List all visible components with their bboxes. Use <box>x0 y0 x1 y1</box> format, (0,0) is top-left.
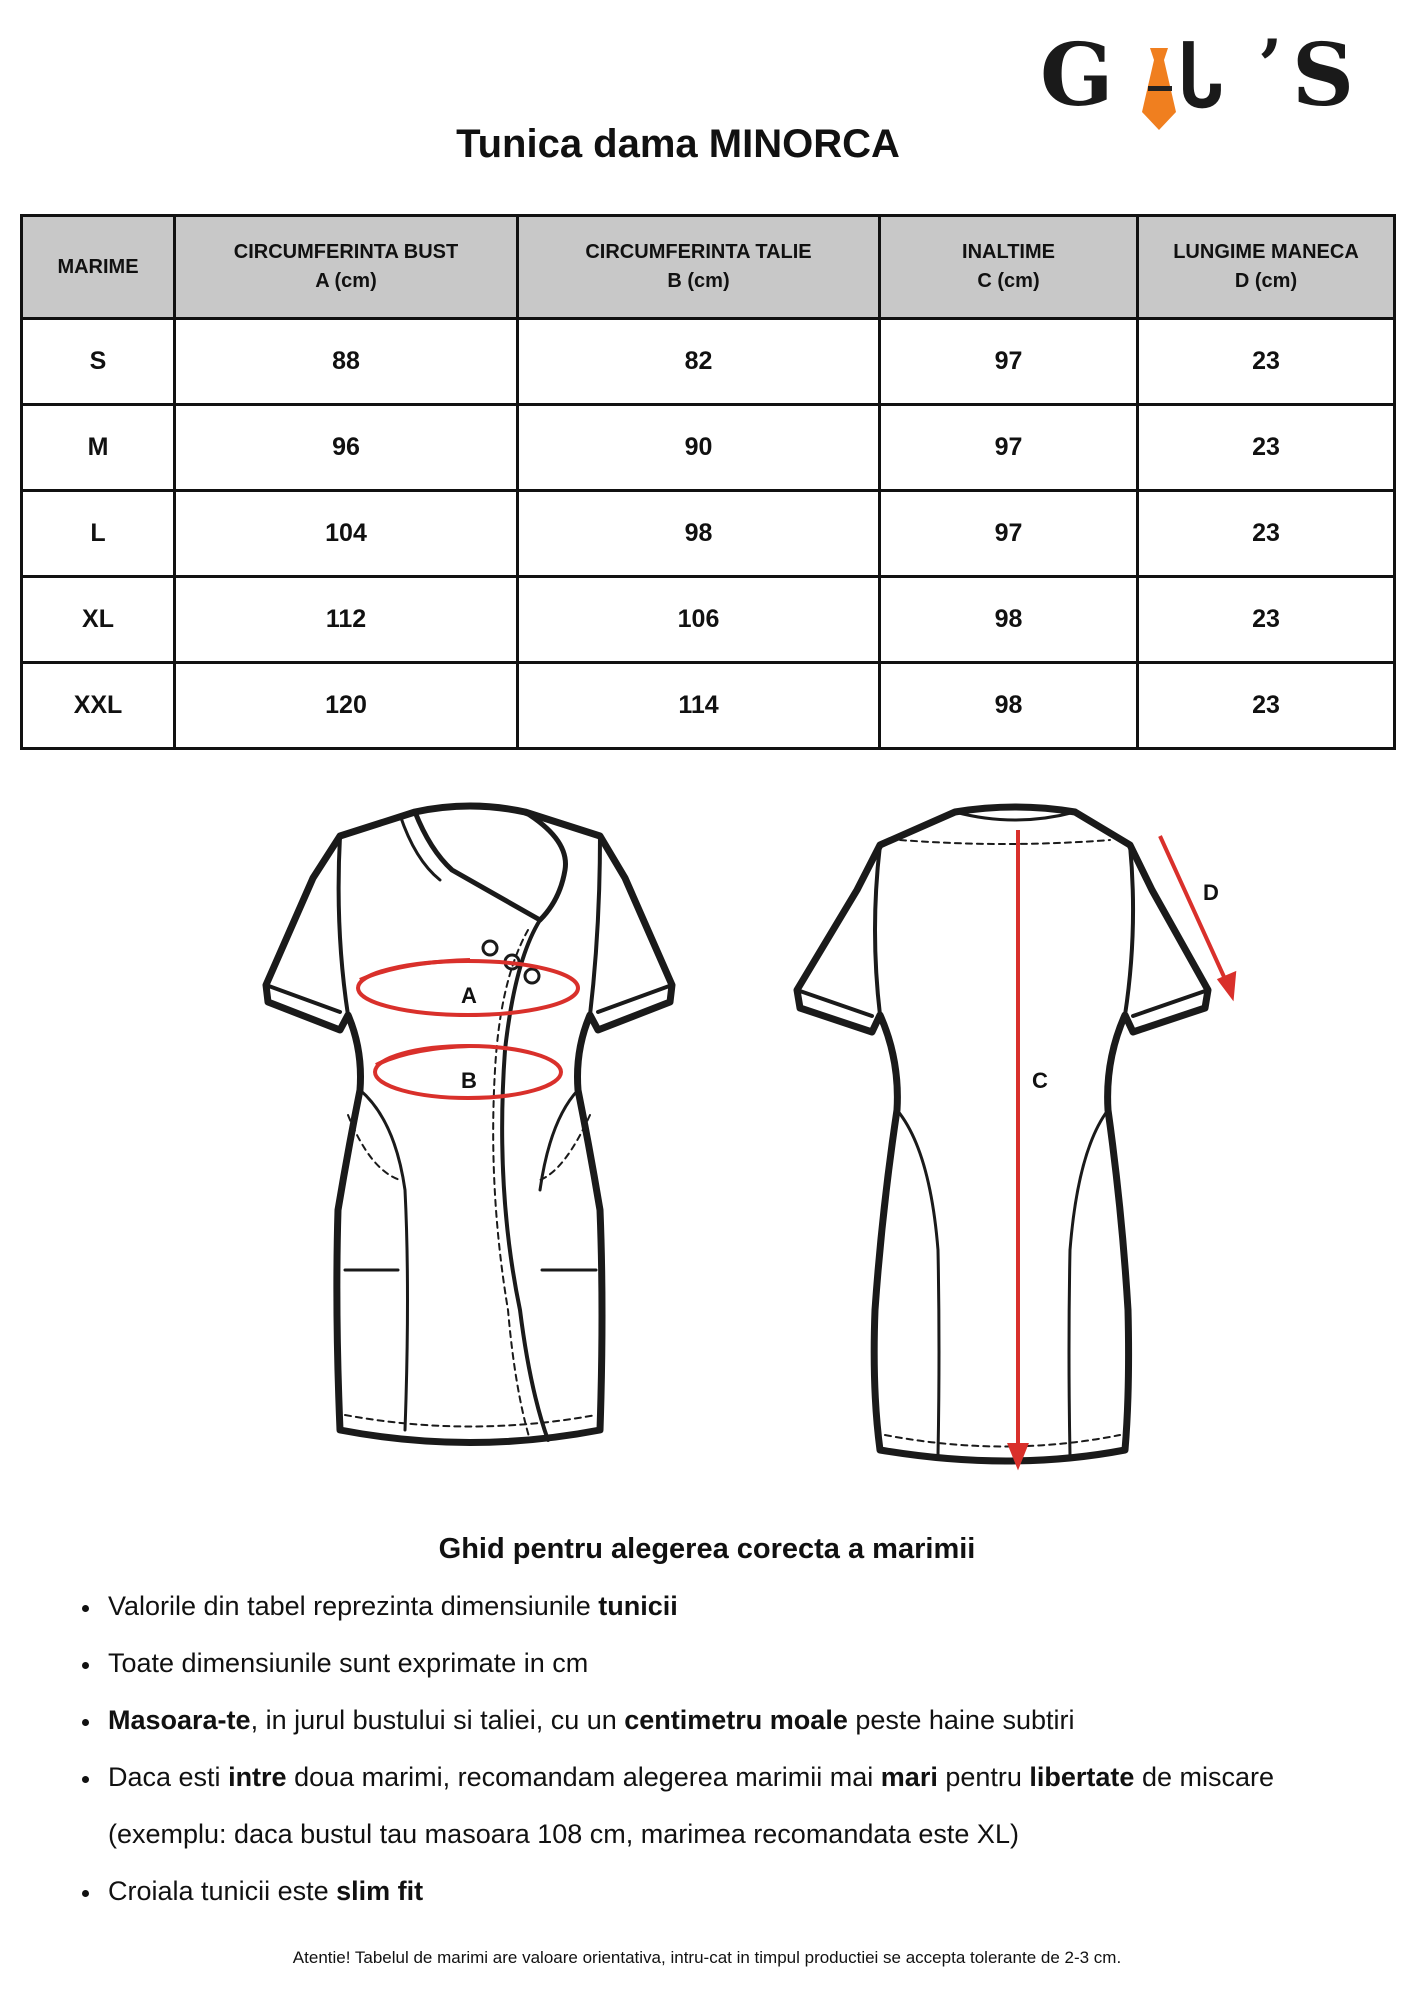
back-view-drawing <box>797 807 1208 1461</box>
header-waist: CIRCUMFERINTA TALIE B (cm) <box>518 216 880 319</box>
logo-letter-o: Ꮣ <box>1180 30 1225 126</box>
tolerance-note: Atentie! Tabelul de marimi are valoare orientativa, intru-cat in timpul productiei se accepta tolerante de 2-3 cm. <box>292 1948 1122 1967</box>
cell-sleeve: 23 <box>1138 405 1395 491</box>
cell-sleeve: 23 <box>1138 577 1395 663</box>
cell-bust: 120 <box>175 663 518 749</box>
label-d: D <box>1203 880 1219 905</box>
cell-sleeve: 23 <box>1138 319 1395 405</box>
cell-sleeve: 23 <box>1138 663 1395 749</box>
header-height: INALTIME C (cm) <box>880 216 1138 319</box>
cell-waist: 114 <box>518 663 880 749</box>
cell-size: L <box>22 491 175 577</box>
table-header-row <box>22 216 1395 319</box>
cell-height: 98 <box>880 577 1138 663</box>
guide-item: Toate dimensiunile sunt exprimate in cm <box>78 1635 1378 1692</box>
label-a: A <box>461 983 477 1008</box>
measure-height-arrow <box>1010 830 1026 1465</box>
guide-item: Croiala tunicii este slim fit <box>78 1863 1378 1920</box>
cell-height: 97 <box>880 491 1138 577</box>
cell-waist: 90 <box>518 405 880 491</box>
brand-logo <box>1040 30 1385 130</box>
front-view-drawing <box>266 806 672 1443</box>
label-c: C <box>1032 1068 1048 1093</box>
cell-height: 98 <box>880 663 1138 749</box>
cell-size: XXL <box>22 663 175 749</box>
header-bust: CIRCUMFERINTA BUST A (cm) <box>175 216 518 319</box>
header-sleeve: LUNGIME MANECA D (cm) <box>1138 216 1395 319</box>
cell-bust: 104 <box>175 491 518 577</box>
cell-bust: 88 <box>175 319 518 405</box>
guide-item: Masoara-te, in jurul bustului si taliei, cu un centimetru moale peste haine subtiri <box>78 1692 1378 1749</box>
guide-item: Valorile din tabel reprezinta dimensiunile tunicii <box>78 1578 1378 1635</box>
logo-letter-g: G <box>1040 30 1114 126</box>
cell-bust: 96 <box>175 405 518 491</box>
cell-size: M <box>22 405 175 491</box>
guide-item: Daca esti intre doua marimi, recomandam alegerea marimii mai mari pentru libertate de miscare (exemplu: daca bustul tau masoara 108 cm, marimea recomandata este XL) <box>78 1749 1378 1863</box>
cell-height: 97 <box>880 405 1138 491</box>
label-b: B <box>461 1068 477 1093</box>
size-table <box>20 214 1396 750</box>
cell-waist: 106 <box>518 577 880 663</box>
table-row <box>22 319 1395 405</box>
cell-bust: 112 <box>175 577 518 663</box>
cell-size: S <box>22 319 175 405</box>
guide-title: Ghid pentru alegerea corecta a marimii <box>438 1533 976 1565</box>
logo-letter-s: S <box>1292 30 1355 126</box>
table-row <box>22 577 1395 663</box>
cell-size: XL <box>22 577 175 663</box>
cell-waist: 98 <box>518 491 880 577</box>
table-row <box>22 491 1395 577</box>
svg-text:’: ’ <box>1258 30 1283 107</box>
page-title: Tunica dama MINORCA <box>456 122 900 166</box>
header-size: MARIME <box>22 216 175 319</box>
table-row <box>22 405 1395 491</box>
guide-list <box>78 1578 1378 1920</box>
garment-diagrams <box>0 790 1414 1480</box>
cell-waist: 82 <box>518 319 880 405</box>
cell-sleeve: 23 <box>1138 491 1395 577</box>
cell-height: 97 <box>880 319 1138 405</box>
table-row <box>22 663 1395 749</box>
